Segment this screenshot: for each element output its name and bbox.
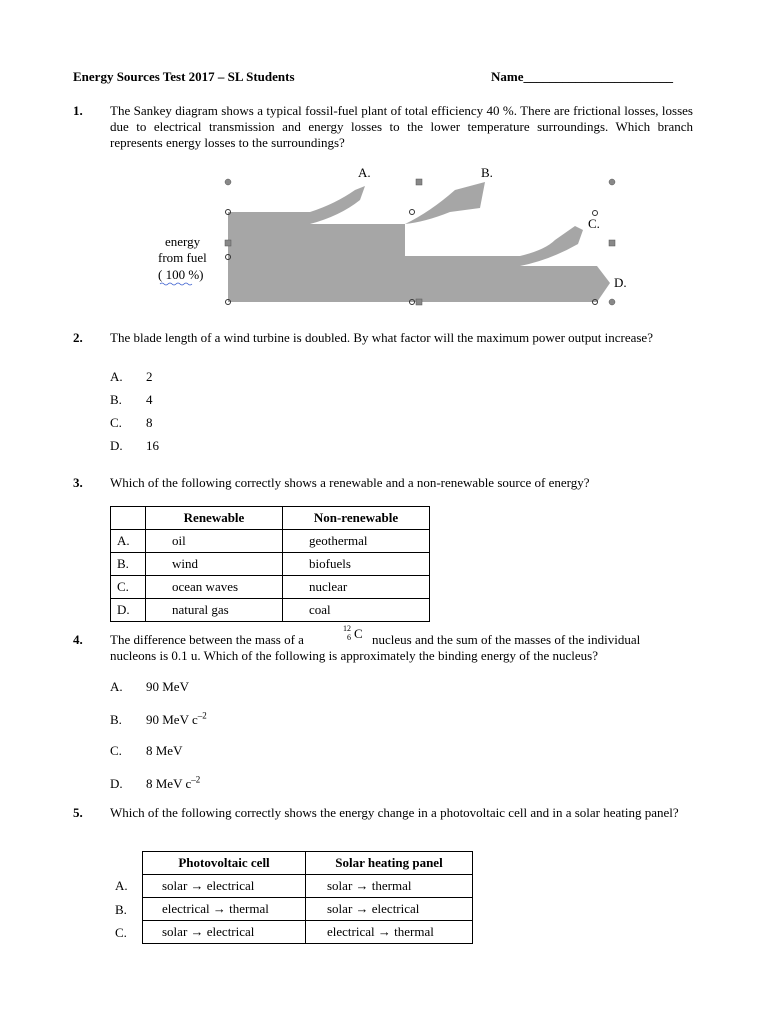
option-letter: A.: [110, 679, 123, 694]
table-cell: [111, 507, 146, 530]
energy-sources-table: [110, 506, 430, 622]
row-letter: D.: [111, 599, 146, 622]
table-header-row: [143, 852, 473, 875]
option-letter: B.: [110, 712, 122, 727]
sankey-diagram: [150, 160, 640, 310]
sankey-shapes: [228, 182, 610, 302]
table-row: [111, 553, 430, 576]
question-text: The Sankey diagram shows a typical fossil-fuel plant of total efficiency 40 %. There are frictional losses, losses due to electrical transmission and energy losses to the lower temperature surroundings. Which branch represents energy losses to the surroundings?: [110, 103, 693, 150]
handle-icon: [609, 240, 615, 246]
option-value: 90 MeV $c^{-2}$: [146, 710, 207, 727]
row-letter: C.: [115, 925, 127, 940]
test-title: Energy Sources Test 2017 – SL Students: [73, 69, 295, 84]
option-value: 8 MeV: [146, 743, 183, 758]
sankey-branch-a: [310, 186, 365, 224]
option-value: 8 MeV $c^{-2}$: [146, 774, 201, 791]
table-cell: electrical → thermal: [143, 898, 306, 921]
table-cell: wind: [146, 553, 283, 576]
table-header: Solar heating panel: [306, 852, 473, 875]
question-text-part2: nucleus and the sum of the masses of the individual: [372, 632, 641, 647]
sankey-branch-c: [520, 226, 583, 266]
question-number: 4.: [73, 632, 83, 647]
table-header: Renewable: [146, 507, 283, 530]
table-cell: electrical → thermal: [306, 921, 473, 944]
table-cell: solar → thermal: [306, 875, 473, 898]
table-header: Non-renewable: [283, 507, 430, 530]
branch-label-b: B.: [481, 165, 493, 180]
option-value: 90 MeV: [146, 679, 189, 694]
row-letter: A.: [111, 530, 146, 553]
row-letter: A.: [115, 878, 128, 893]
option-letter: A.: [110, 369, 123, 384]
question-text: The blade length of a wind turbine is doubled. By what factor will the maximum power output increase?: [110, 330, 653, 345]
handle-icon: [416, 299, 422, 305]
table-cell: coal: [283, 599, 430, 622]
spellcheck-underline: [160, 283, 192, 285]
anchor-icon: [410, 210, 415, 215]
table-row: [111, 599, 430, 622]
table-row: [143, 921, 473, 944]
nuclide-atomic-number: 6: [347, 633, 351, 642]
row-letter: B.: [115, 902, 127, 917]
input-label-line1: energy: [165, 234, 201, 249]
option-letter: C.: [110, 415, 122, 430]
branch-label-a: A.: [358, 165, 371, 180]
option-value: 4: [146, 392, 153, 407]
anchor-icon: [593, 211, 598, 216]
sankey-branch-b: [405, 182, 485, 226]
question-text-part1: The difference between the mass of a: [110, 632, 304, 647]
option-letter: D.: [110, 776, 123, 791]
branch-label-c: C.: [588, 216, 600, 231]
table-cell: nuclear: [283, 576, 430, 599]
table-cell: geothermal: [283, 530, 430, 553]
name-field-label: Name_______________________: [491, 69, 673, 84]
handle-icon: [225, 179, 231, 185]
handle-icon: [609, 179, 615, 185]
option-value: 16: [146, 438, 159, 453]
table-header: Photovoltaic cell: [143, 852, 306, 875]
energy-change-table: [142, 851, 473, 944]
handle-icon: [416, 179, 422, 185]
option-letter: C.: [110, 743, 122, 758]
option-letter: B.: [110, 392, 122, 407]
row-letter: B.: [111, 553, 146, 576]
table-row: [143, 875, 473, 898]
table-cell: biofuels: [283, 553, 430, 576]
table-row: [143, 898, 473, 921]
question-number: 3.: [73, 475, 83, 490]
nuclide-symbol: C: [354, 626, 363, 641]
table-row: [111, 576, 430, 599]
handle-icon: [609, 299, 615, 305]
question-number: 1.: [73, 103, 83, 118]
option-value: 8: [146, 415, 153, 430]
table-cell: oil: [146, 530, 283, 553]
question-text: Which of the following correctly shows a renewable and a non-renewable source of energy?: [110, 475, 590, 490]
input-label-line3: ( 100 %): [158, 267, 204, 282]
table-cell: natural gas: [146, 599, 283, 622]
question-number: 2.: [73, 330, 83, 345]
question-text: Which of the following correctly shows the energy change in a photovoltaic cell and in a solar heating panel?: [110, 805, 679, 820]
option-value: 2: [146, 369, 153, 384]
table-cell: solar → electrical: [306, 898, 473, 921]
table-cell: solar → electrical: [143, 921, 306, 944]
option-letter: D.: [110, 438, 123, 453]
handle-icon: [225, 240, 231, 246]
table-row: [111, 530, 430, 553]
question-number: 5.: [73, 805, 83, 820]
branch-label-d: D.: [614, 275, 627, 290]
table-header-row: [111, 507, 430, 530]
table-cell: ocean waves: [146, 576, 283, 599]
table-cell: solar → electrical: [143, 875, 306, 898]
row-letter: C.: [111, 576, 146, 599]
sankey-main-flow: [228, 212, 610, 302]
question-text-line2: nucleons is 0.1 u. Which of the following is approximately the binding energy of the nucleus?: [110, 648, 599, 663]
input-label-line2: from fuel: [158, 250, 207, 265]
nuclide-mass-number: 12: [343, 624, 351, 633]
